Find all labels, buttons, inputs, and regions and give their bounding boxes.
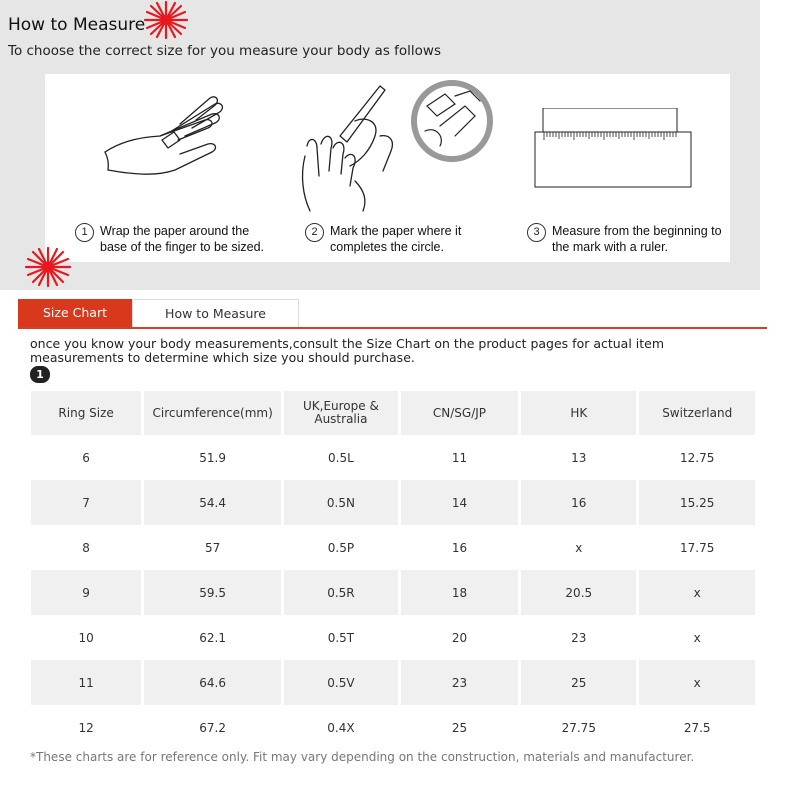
mark-paper-illustration (295, 76, 495, 216)
cell: 11 (31, 660, 141, 705)
step-2 (305, 223, 461, 255)
cell: 0.4X (281, 705, 398, 750)
cell: 51.9 (141, 435, 281, 480)
tab-underline (18, 327, 767, 329)
cell: 20 (398, 615, 518, 660)
cell: x (636, 570, 755, 615)
cell: 9 (31, 570, 141, 615)
cell: 54.4 (141, 480, 281, 525)
cell: 17.75 (636, 525, 755, 570)
intro-text: once you know your body measurements,consult the Size Chart on the product pages for actual item measurements to determine which size you should purchase. (30, 336, 665, 365)
table-row (31, 660, 755, 705)
step-text: Measure from the beginning to the mark with a ruler. (552, 224, 722, 254)
table-row (31, 570, 755, 615)
cell: 0.5P (281, 525, 398, 570)
step-3 (527, 223, 722, 255)
hand-wrap-illustration (100, 92, 230, 192)
cell: 25 (398, 705, 518, 750)
table-row (31, 615, 755, 660)
cell: 14 (398, 480, 518, 525)
cell: 16 (518, 480, 636, 525)
cell: 10 (78, 630, 94, 645)
table-row (31, 435, 755, 480)
col-hk: HK (518, 391, 636, 435)
table-header-row (31, 391, 755, 435)
cell: 20.5 (518, 570, 636, 615)
cell: 57 (141, 525, 281, 570)
cell: 59.5 (141, 570, 281, 615)
col-ring-size: Ring Size (31, 391, 141, 435)
cell: 12.75 (636, 435, 755, 480)
tab-size-chart[interactable]: Size Chart (18, 299, 132, 327)
cell: 7 (31, 480, 141, 525)
col-cn-sg-jp: CN/SG/JP (398, 391, 518, 435)
red-starburst-icon (141, 0, 191, 40)
footnote: *These charts are for reference only. Fit may vary depending on the construction, materials and manufacturer. (30, 750, 695, 764)
step-text: Wrap the paper around the base of the finger to be sized. (100, 224, 264, 254)
table-row (31, 480, 755, 525)
page-subtitle: To choose the correct size for you measure your body as follows (8, 43, 441, 59)
step-number: 3 (527, 223, 546, 242)
cell: 0.5L (281, 435, 398, 480)
ruler-illustration (534, 108, 694, 190)
page-title: How to Measure (8, 15, 146, 35)
cell: x (636, 660, 755, 705)
cell: 18 (398, 570, 518, 615)
cell: 6 (82, 450, 90, 465)
cell: 67.2 (141, 705, 281, 750)
cell: x (636, 615, 755, 660)
table-row (31, 525, 755, 570)
cell: 27.75 (518, 705, 636, 750)
cell: 0.5V (281, 660, 398, 705)
col-circumference: Circumference(mm) (141, 391, 281, 435)
step-badge: 1 (30, 366, 50, 383)
cell: 15.25 (636, 480, 755, 525)
cell: 8 (82, 540, 90, 555)
cell: 27.5 (636, 705, 755, 750)
step-number: 2 (305, 223, 324, 242)
cell: 23 (518, 615, 636, 660)
cell: 12 (78, 720, 94, 735)
cell: 0.5R (281, 570, 398, 615)
cell: 0.5T (281, 615, 398, 660)
cell: 62.1 (141, 615, 281, 660)
cell: 11 (398, 435, 518, 480)
cell: 25 (518, 660, 636, 705)
table-row (31, 705, 755, 750)
cell: 23 (398, 660, 518, 705)
tab-bar (18, 299, 767, 330)
cell: 13 (518, 435, 636, 480)
cell: 64.6 (141, 660, 281, 705)
cell: 0.5N (281, 480, 398, 525)
red-starburst-icon (23, 246, 73, 288)
measure-illustration (45, 74, 730, 262)
col-uk-europe: UK,Europe & Australia (281, 391, 398, 435)
cell: x (518, 525, 636, 570)
step-text: Mark the paper where it completes the circle. (330, 224, 462, 254)
size-chart-table (31, 391, 755, 750)
tab-how-to-measure[interactable]: How to Measure (132, 299, 299, 327)
step-number: 1 (75, 223, 94, 242)
step-1 (75, 223, 264, 255)
col-switzerland: Switzerland (636, 391, 755, 435)
cell: 16 (398, 525, 518, 570)
